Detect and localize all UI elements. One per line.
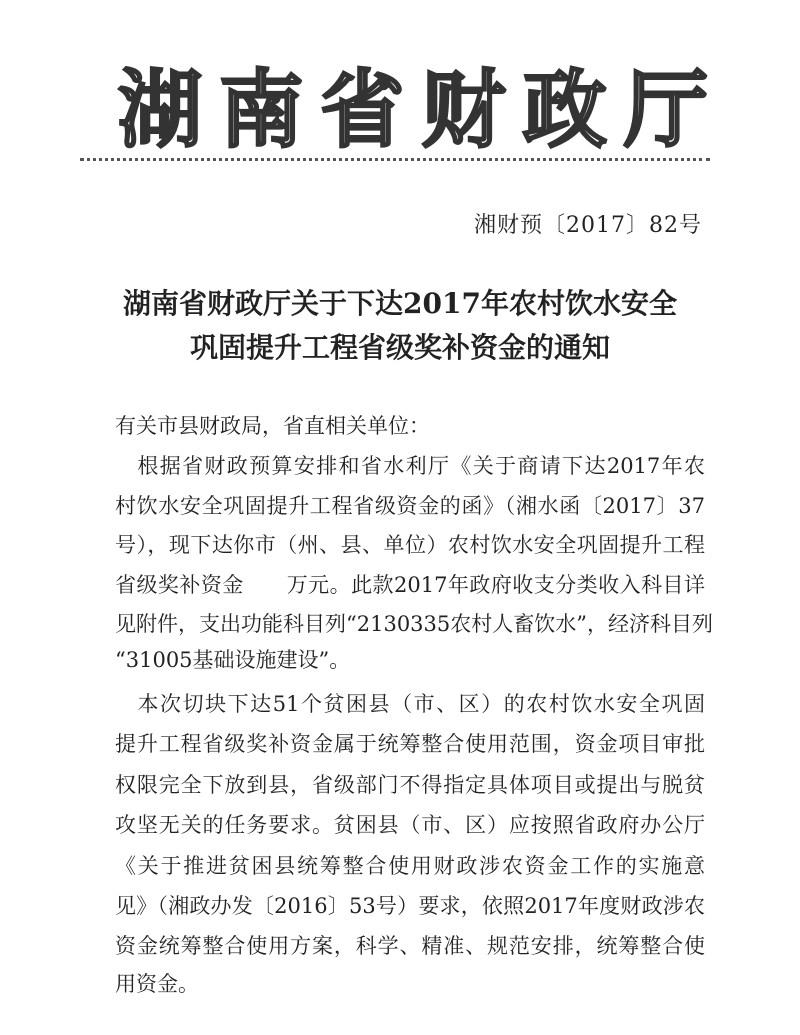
masthead-char: 政 <box>522 61 607 159</box>
masthead-char: 南 <box>219 61 304 159</box>
body-line: 攻坚无关的任务要求。贫困县（市、区）应按照省政府办公厅 <box>115 813 705 837</box>
masthead-char: 厅 <box>623 61 708 159</box>
document-number: 湘财预〔2017〕82号 <box>474 213 702 238</box>
body-line: 根据省财政预算安排和省水利厅《关于商请下达2017年农 <box>115 454 705 478</box>
masthead-char: 湖 <box>118 61 203 159</box>
salutation: 有关市县财政局，省直相关单位： <box>115 414 430 438</box>
body-line: 省级奖补资金 万元。此款2017年政府收支分类收入科目详 <box>115 573 705 597</box>
body-line: 权限完全下放到县，省级部门不得指定具体项目或提出与脱贫 <box>115 773 705 797</box>
body-line: 《关于推进贫困县统筹整合使用财政涉农资金工作的实施意 <box>115 854 705 878</box>
body-line: 见附件，支出功能科目列“2130335农村人畜饮水”，经济科目列 <box>115 612 713 636</box>
body-line: 提升工程省级奖补资金属于统筹整合使用范围，资金项目审批 <box>115 732 705 756</box>
body-line: “31005基础设施建设”。 <box>115 648 351 672</box>
body-line: 本次切块下达51个贫困县（市、区）的农村饮水安全巩固 <box>115 692 705 716</box>
masthead-logo <box>118 62 708 158</box>
masthead-char: 财 <box>421 61 506 159</box>
body-line: 见》（湘政办发〔2016〕53号）要求，依照2017年度财政涉农 <box>115 894 705 918</box>
body-line: 号），现下达你市（州、县、单位）农村饮水安全巩固提升工程 <box>115 533 705 557</box>
body-line: 村饮水安全巩固提升工程省级资金的函》（湘水函〔2017〕37 <box>115 494 705 518</box>
body-line: 资金统筹整合使用方案，科学、精准、规范安排，统筹整合使 <box>115 934 705 958</box>
document-title-line-2: 巩固提升工程省级奖补资金的通知 <box>189 331 610 364</box>
masthead-divider <box>80 158 710 161</box>
masthead-char: 省 <box>320 61 405 159</box>
document-title-line-1: 湖南省财政厅关于下达2017年农村饮水安全 <box>123 287 677 320</box>
body-line: 用资金。 <box>115 972 199 996</box>
